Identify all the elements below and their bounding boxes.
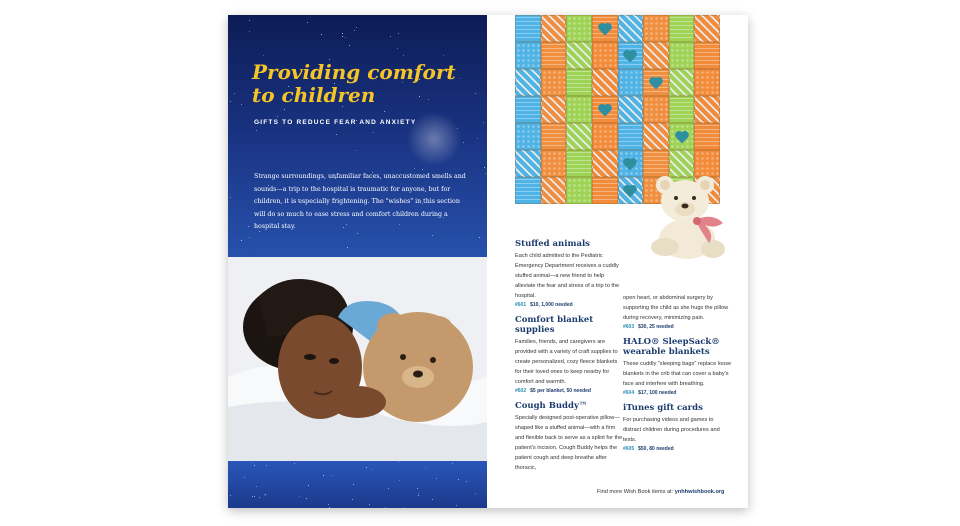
item-cough-buddy xyxy=(515,401,625,473)
heart-icon xyxy=(625,51,636,62)
item-comfort-blanket-supplies xyxy=(515,315,625,394)
item-code: #601 xyxy=(515,302,527,308)
star xyxy=(323,475,324,476)
item-price xyxy=(623,324,733,330)
star xyxy=(263,55,264,56)
quilt-patch xyxy=(541,15,567,42)
star xyxy=(372,469,373,470)
quilt-patch xyxy=(618,96,644,123)
star xyxy=(266,465,267,466)
star xyxy=(485,173,486,174)
star xyxy=(353,484,354,485)
star xyxy=(241,240,242,241)
item-cough-buddy-continued xyxy=(623,293,733,330)
quilt-patch xyxy=(566,150,592,177)
star xyxy=(254,465,255,466)
star xyxy=(369,504,370,505)
star xyxy=(256,130,257,131)
star xyxy=(256,486,257,487)
quilt-patch xyxy=(694,123,720,150)
star xyxy=(366,467,367,468)
quilt-patch xyxy=(694,15,720,42)
photo-illustration xyxy=(228,257,487,461)
heart-icon xyxy=(650,78,661,89)
star xyxy=(388,488,389,489)
item-stuffed-animals xyxy=(515,239,625,308)
quilt-patch xyxy=(643,96,669,123)
item-title: Stuffed animals xyxy=(515,239,590,249)
star xyxy=(417,488,418,489)
quilt-patch xyxy=(592,15,618,42)
left-column xyxy=(515,239,625,473)
quilt-patch xyxy=(566,177,592,204)
star xyxy=(356,27,357,28)
quilt-patch xyxy=(515,15,541,42)
brochure-spread xyxy=(228,15,748,508)
quilt-patch xyxy=(592,69,618,96)
item-description: For purchasing videos and games to distract children during procedures and tests. xyxy=(623,417,720,443)
star xyxy=(241,104,242,105)
item-price xyxy=(623,390,733,396)
item-description: Families, friends, and caregivers are provided with a variety of craft supplies to create personalized, cozy fleece blankets for their loved ones to keep nearby for comfort and warmth. xyxy=(515,339,618,385)
right-column xyxy=(623,293,733,459)
star xyxy=(452,463,453,464)
quilt-patch xyxy=(643,15,669,42)
page-subtitle: GIFTS TO REDUCE FEAR AND ANXIETY xyxy=(254,119,417,126)
star xyxy=(398,33,399,34)
star xyxy=(403,55,404,56)
left-page xyxy=(228,15,487,508)
star xyxy=(352,499,353,500)
item-title: Cough Buddy™ xyxy=(515,401,588,411)
intro-paragraph: Strange surroundings, unfamiliar faces, unaccustomed smells and sounds—a trip to the hospital is traumatic for anyone, but for children, it is especially frightening. The "wishes" in this section will do so much to ease stress and comfort children during a hospital stay. xyxy=(254,173,466,230)
quilt-patch xyxy=(669,123,695,150)
star xyxy=(397,48,398,49)
star xyxy=(342,36,343,37)
star xyxy=(463,142,464,143)
quilt-patch xyxy=(669,69,695,96)
star xyxy=(230,495,231,496)
quilt-patch xyxy=(592,150,618,177)
star xyxy=(336,134,337,135)
item-code: #603 xyxy=(623,324,635,330)
item-price xyxy=(515,388,625,394)
quilt-patch xyxy=(541,96,567,123)
star xyxy=(349,45,350,46)
star xyxy=(432,499,433,500)
quilt-patch xyxy=(592,177,618,204)
quilt-patch xyxy=(618,42,644,69)
star xyxy=(277,116,278,117)
item-title: Comfort blanket supplies xyxy=(515,315,594,335)
star xyxy=(230,101,231,102)
star xyxy=(248,226,249,227)
item-title: HALO® SleepSack® wearable blankets xyxy=(623,337,720,357)
star xyxy=(425,467,426,468)
star xyxy=(230,197,231,198)
star xyxy=(234,93,235,94)
quilt-patch xyxy=(515,42,541,69)
star xyxy=(484,167,485,168)
quilt-patch xyxy=(515,69,541,96)
item-need: $50, 80 needed xyxy=(638,446,674,452)
item-description: Each child admitted to the Pediatric Emergency Department receives a cuddly stuffed animal—a new friend to help alleviate the fear and stress of a trip to the hospital. xyxy=(515,253,620,299)
wishbook-link[interactable]: ynhhwishbook.org xyxy=(674,489,725,495)
star xyxy=(299,496,300,497)
star xyxy=(418,493,419,494)
title-line-2: to children xyxy=(252,83,376,107)
star xyxy=(422,169,423,170)
quilt-patch xyxy=(669,15,695,42)
item-need: $30, 25 needed xyxy=(638,324,674,330)
star xyxy=(329,507,330,508)
star xyxy=(390,36,391,37)
star xyxy=(251,462,252,463)
quilt-patch xyxy=(566,96,592,123)
star xyxy=(284,109,285,110)
item-description: These cuddly "sleeping bags" replace loose blankets in the crib that can cover a baby's face and interfere with breathing. xyxy=(623,361,732,387)
child-hugging-teddy-bear-photo xyxy=(228,257,487,461)
star xyxy=(477,138,478,139)
star xyxy=(244,477,245,478)
quilt-patch xyxy=(541,150,567,177)
quilt-patch xyxy=(515,96,541,123)
star xyxy=(328,504,329,505)
heart-icon xyxy=(599,105,610,116)
star xyxy=(418,495,419,496)
quilt-patch xyxy=(618,69,644,96)
star xyxy=(475,493,476,494)
item-price xyxy=(515,302,625,308)
heart-icon xyxy=(676,132,687,143)
star xyxy=(345,37,346,38)
title-line-1: Providing comfort xyxy=(252,60,456,84)
quilt-patch xyxy=(515,177,541,204)
star xyxy=(249,31,250,32)
quilt-patch xyxy=(669,42,695,69)
star xyxy=(414,168,415,169)
item-code: #604 xyxy=(623,390,635,396)
star xyxy=(384,111,385,112)
star xyxy=(331,475,332,476)
quilt-patch xyxy=(669,96,695,123)
quilt-patch xyxy=(541,123,567,150)
star xyxy=(456,505,457,506)
star xyxy=(436,478,437,479)
star xyxy=(249,20,250,21)
star xyxy=(307,22,308,23)
star xyxy=(321,34,322,35)
star xyxy=(443,55,444,56)
footer-note xyxy=(597,489,724,495)
star xyxy=(308,485,309,486)
star xyxy=(483,122,484,123)
item-itunes-gift-cards xyxy=(623,403,733,452)
star xyxy=(342,33,343,34)
quilt-patch xyxy=(515,123,541,150)
star xyxy=(399,480,400,481)
teddy-bear-illustration xyxy=(635,165,735,265)
item-need: $5 per blanket, 50 needed xyxy=(530,388,591,394)
star xyxy=(458,479,459,480)
quilt-patch xyxy=(643,42,669,69)
quilt-patch xyxy=(618,123,644,150)
star xyxy=(294,463,295,464)
item-price xyxy=(623,446,733,452)
star xyxy=(432,235,433,236)
quilt-patch xyxy=(541,42,567,69)
right-page xyxy=(487,15,748,508)
star xyxy=(403,507,404,508)
quilt-patch xyxy=(541,69,567,96)
quilt-patch xyxy=(694,96,720,123)
star xyxy=(479,237,480,238)
item-need: $17, 100 needed xyxy=(638,390,677,396)
star xyxy=(264,495,265,496)
quilt-patch xyxy=(566,15,592,42)
quilt-patch xyxy=(566,123,592,150)
star xyxy=(259,497,260,498)
quilt-patch xyxy=(694,42,720,69)
item-title: iTunes gift cards xyxy=(623,403,703,413)
quilt-patch xyxy=(592,96,618,123)
star xyxy=(398,461,399,462)
quilt-patch xyxy=(515,150,541,177)
star xyxy=(355,150,356,151)
quilt-patch xyxy=(643,69,669,96)
item-description-continued: open heart, or abdominal surgery by supporting the child as she hugs the pillow during recovery, minimizing pain. xyxy=(623,295,729,321)
quilt-patch xyxy=(694,69,720,96)
footer-text: Find more Wish Book items at: xyxy=(597,489,674,495)
quilt-patch xyxy=(618,15,644,42)
quilt-patch xyxy=(643,123,669,150)
page-title xyxy=(252,61,472,107)
star xyxy=(347,247,348,248)
item-need: $10, 1,000 needed xyxy=(530,302,573,308)
star xyxy=(475,93,476,94)
star xyxy=(249,237,250,238)
star xyxy=(466,481,467,482)
star xyxy=(373,132,374,133)
item-code: #605 xyxy=(623,446,635,452)
heart-icon xyxy=(599,24,610,35)
star xyxy=(254,496,255,497)
star xyxy=(265,494,266,495)
item-halo-sleepsack xyxy=(623,337,733,396)
star xyxy=(306,498,307,499)
star xyxy=(354,30,355,31)
item-description: Specially designed post-operative pillow—shaped like a stuffed animal—with a firm and flexible back to serve as a splint for the patient's incision. Cough Buddy helps the patient cough and deep breathe after thoracic, xyxy=(515,415,623,471)
quilt-patch xyxy=(541,177,567,204)
star xyxy=(252,496,253,497)
quilt-patch xyxy=(566,42,592,69)
item-code: #602 xyxy=(515,388,527,394)
night-sky-footer-band xyxy=(228,461,487,508)
star xyxy=(385,507,386,508)
quilt-patch xyxy=(592,42,618,69)
quilt-patch xyxy=(566,69,592,96)
quilt-patch xyxy=(592,123,618,150)
